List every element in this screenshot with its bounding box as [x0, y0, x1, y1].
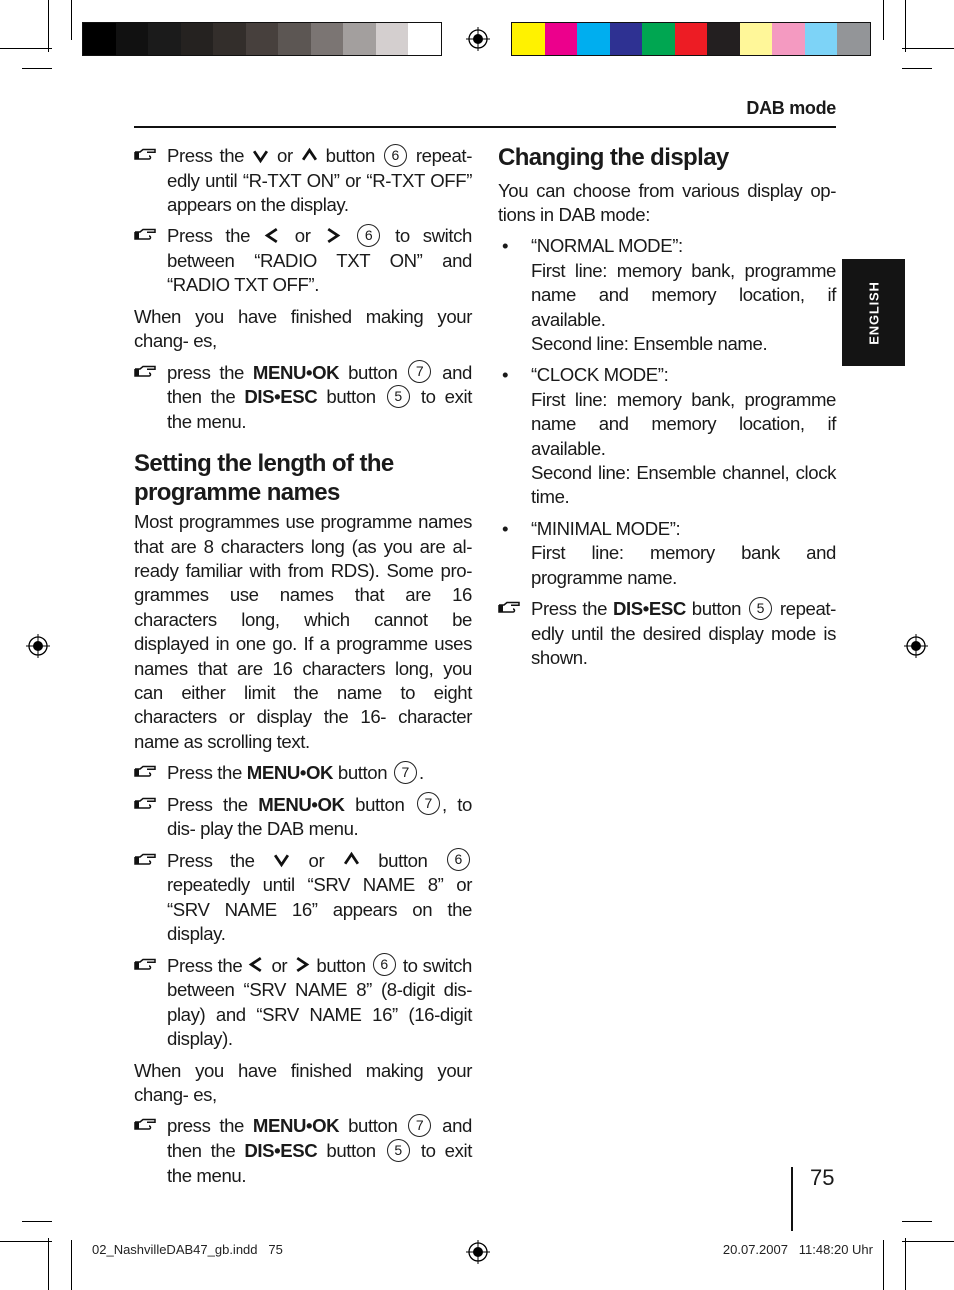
instruction-item: Press the MENU•OK button 7 , to dis- play the DAB menu. [134, 793, 472, 842]
crop-mark [883, 1240, 884, 1290]
colour-swatch [246, 23, 279, 55]
colour-swatch [805, 23, 838, 55]
crop-mark [22, 1221, 52, 1222]
arrow-right-icon [324, 227, 341, 244]
language-label: ENGLISH [866, 280, 881, 345]
paragraph: Most programmes use programme names that are 8 characters long (as you are al- ready familiar with from RDS). Some pro- grammes use names that are 16 characters long, which cannot be displayed in one go. If a programme uses names that are 16 characters long, you can either limit the name to eight characters or display the 16- character name as scrolling text. [134, 511, 472, 752]
colour-swatch [376, 23, 409, 55]
crop-mark [48, 1238, 49, 1290]
button-number: 7 [417, 792, 440, 815]
section-heading: Setting the length of the programme names [134, 450, 394, 506]
button-number: 6 [447, 848, 470, 871]
bullet-mark: • [502, 364, 509, 386]
button-number: 7 [394, 761, 417, 784]
arrow-left-icon [248, 956, 265, 973]
arrow-up-icon [343, 851, 360, 868]
paragraph: You can choose from various display op- tions in DAB mode: [498, 179, 836, 225]
arrow-down-icon [273, 851, 290, 868]
pointing-hand-icon [134, 228, 156, 242]
arrow-right-icon [293, 956, 310, 973]
crop-mark [905, 1238, 906, 1290]
print-timestamp: 20.07.2007 11:48:20 Uhr [722, 1242, 873, 1257]
crop-mark [71, 0, 72, 40]
arrow-up-icon [301, 147, 318, 164]
page-number: 75 [810, 1165, 835, 1190]
arrow-down-icon [252, 147, 269, 164]
colour-swatch [740, 23, 773, 55]
bullet-mark: • [502, 517, 509, 539]
colour-swatch [675, 23, 708, 55]
button-number: 7 [408, 1114, 431, 1137]
option-item [498, 234, 836, 356]
instruction-item: Press the or button 6 to switch between “SRV NAME 8” (8-digit dis- play) and “SRV NAME 16” (16-digit display). [134, 954, 472, 1052]
colour-swatch [707, 23, 740, 55]
instruction-item: press the MENU•OK button 7 and then the DIS•ESC button 5 to exit the menu. [134, 361, 472, 435]
colour-swatch [545, 23, 578, 55]
colour-swatch [408, 23, 441, 55]
colour-swatch [642, 23, 675, 55]
option-line: Second line: Ensemble name. [531, 332, 768, 354]
crop-mark [883, 0, 884, 40]
crop-mark [0, 1241, 52, 1242]
instruction-item: press the MENU•OK button 7 and then the DIS•ESC button 5 to exit the menu. [134, 1114, 472, 1188]
button-number: 5 [387, 385, 410, 408]
section-title: DAB mode [746, 98, 836, 118]
colour-swatch [213, 23, 246, 55]
header-rule [134, 126, 836, 128]
crop-mark [22, 68, 52, 69]
pointing-hand-icon [134, 765, 156, 779]
crop-mark [905, 0, 906, 52]
option-line: First line: memory bank, programme name and memory location, if available. [531, 388, 836, 459]
option-title: “NORMAL MODE”: [531, 235, 683, 257]
language-tab [842, 259, 905, 366]
crop-mark [48, 0, 49, 52]
instruction-item: Press the or 6 to switch between “RADIO TXT ON” and “RADIO TXT OFF”. [134, 224, 472, 297]
crop-mark [0, 48, 52, 49]
crop-mark [71, 1240, 72, 1290]
instruction-item: Press the MENU•OK button 7 . [134, 761, 472, 786]
colour-swatch [610, 23, 643, 55]
pointing-hand-icon [134, 1118, 156, 1132]
crop-mark [902, 1241, 954, 1242]
option-title: “MINIMAL MODE”: [531, 517, 681, 539]
pointing-hand-icon [134, 853, 156, 867]
colour-bar [511, 22, 871, 56]
registration-mark-icon [26, 634, 50, 658]
option-line: First line: memory bank and programme name. [531, 542, 836, 588]
button-number: 7 [408, 360, 431, 383]
crop-mark [902, 1221, 932, 1222]
registration-mark-icon [466, 1240, 490, 1264]
button-number: 6 [384, 144, 407, 167]
colour-swatch [148, 23, 181, 55]
instruction-item: Press the or button 6 repeat- edly until “R-TXT ON” or “R-TXT OFF” appears on the display. [134, 144, 472, 217]
pointing-hand-icon [498, 601, 520, 615]
button-number: 5 [387, 1139, 410, 1162]
colour-swatch [343, 23, 376, 55]
colour-swatch [83, 23, 116, 55]
paragraph: When you have finished making your chang- es, [134, 1059, 472, 1105]
colour-swatch [837, 23, 870, 55]
instruction-item: Press the or button 6 repeatedly until “SRV NAME 8” or “SRV NAME 16” appears on the display. [134, 849, 472, 947]
paragraph: When you have finished making your chang- es, [134, 305, 472, 352]
arrow-left-icon [264, 227, 281, 244]
button-number: 6 [357, 224, 380, 247]
colour-swatch [181, 23, 214, 55]
registration-mark-icon [904, 634, 928, 658]
option-line: First line: memory bank, programme name and memory location, if available. [531, 259, 836, 330]
crop-mark [902, 48, 954, 49]
colour-swatch [116, 23, 149, 55]
colour-swatch [278, 23, 311, 55]
page-number-rule [791, 1167, 793, 1231]
colour-swatch [772, 23, 805, 55]
greyscale-bar [82, 22, 442, 56]
colour-swatch [577, 23, 610, 55]
left-column [134, 144, 472, 1195]
option-item [498, 363, 836, 509]
button-number: 6 [373, 953, 396, 976]
option-item [498, 517, 836, 590]
bullet-mark: • [502, 235, 509, 257]
registration-mark-icon [466, 27, 490, 51]
file-slug: 02_NashvilleDAB47_gb.indd 75 [92, 1242, 283, 1257]
section-heading: Changing the display [498, 144, 729, 171]
colour-swatch [512, 23, 545, 55]
crop-mark [902, 68, 932, 69]
pointing-hand-icon [134, 797, 156, 811]
colour-swatch [311, 23, 344, 55]
pointing-hand-icon [134, 958, 156, 972]
button-number: 5 [749, 597, 772, 620]
pointing-hand-icon [134, 148, 156, 162]
option-line: Second line: Ensemble channel, clock time. [531, 461, 836, 508]
right-column [498, 144, 836, 677]
instruction-item: Press the DIS•ESC button 5 repeat- edly until the desired display mode is shown. [498, 597, 836, 670]
pointing-hand-icon [134, 365, 156, 379]
option-title: “CLOCK MODE”: [531, 364, 669, 386]
